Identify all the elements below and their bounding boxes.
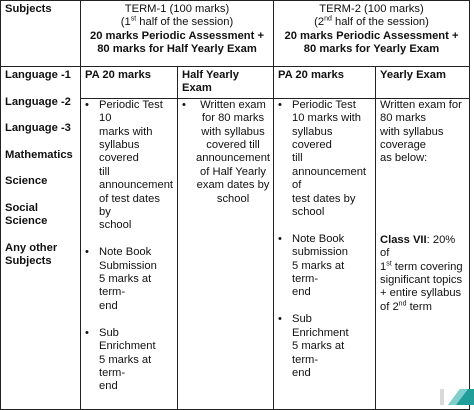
bullet-icon: • [85,246,89,259]
header-row [1,1,470,67]
bullet-icon: • [85,326,89,339]
term1-half: (1st half of the session) [120,15,234,29]
bullet-icon: • [278,98,282,111]
bullet-icon: • [278,232,282,245]
term2-enrichment: • Sub Enrichment 5 marks at term- end [278,313,349,379]
term1-header [81,1,274,67]
term2-periodic-test: • Periodic Test 10 marks with syllabus covered till announcement of test dates by school [278,98,367,219]
term2-title: TERM-2 (100 marks) [319,3,424,15]
term1-title: TERM-1 (100 marks) [124,3,230,15]
term2-exam-cell [376,98,470,409]
term2-assess-1: 20 marks Periodic Assessment + [284,29,459,42]
subjects-header-label: Subjects [5,3,52,15]
term2-half: (2nd half of the session) [314,15,429,29]
subject-any-other: Any other Subjects [5,241,58,268]
term1-pa-cell [81,98,178,409]
term2-pa-cell [274,98,376,409]
subject-mathematics: Mathematics [5,148,73,161]
subject-social-science: Social Science [5,201,48,228]
term1-periodic-test: • Periodic Test 10 marks with syllabus covered till announcement of test dates by school [85,98,174,232]
term1-exam-cell [178,98,274,409]
subjects-header [1,1,81,67]
term2-pa-header: PA 20 marks [274,67,376,99]
bullet-icon: • [182,98,186,111]
term1-enrichment: • Sub Enrichment 5 marks at term- end [85,326,156,393]
subject-language-1: Language -1 [5,69,71,81]
term1-written-exam: • Written exam for 80 marks with syllabus covered till announcement of Half Yearly exam dates by school [182,98,271,205]
term1-notebook: • Note Book Submission 5 marks at term- end [85,246,157,312]
corner-decoration-icon [434,389,474,405]
subject-language-2: Language -2 [5,95,71,108]
bullet-icon: • [85,98,89,111]
term2-class-vii: Class VII: 20% of 1st term covering significant topics + entire syllabus of 2nd term [380,233,463,313]
term2-exam-header: Yearly Exam [376,67,470,99]
term2-header [274,1,470,67]
subject-language-3: Language -3 [5,122,71,135]
term1-assess-2: 80 marks for Half Yearly Exam [97,43,257,56]
term2-assess-2: 80 marks for Yearly Exam [303,43,440,56]
term1-exam-header: Half Yearly Exam [178,67,274,99]
content-row [1,67,470,99]
subjects-cell [1,67,81,410]
term1-pa-header: PA 20 marks [81,67,178,99]
subject-science: Science [5,175,48,188]
bullet-icon: • [278,313,282,326]
term2-notebook: • Note Book submission 5 marks at term- end [278,232,348,299]
term2-written-exam: Written exam for 80 marks with syllabus coverage as below: [380,98,462,165]
term1-assess-1: 20 marks Periodic Assessment + [89,29,265,42]
